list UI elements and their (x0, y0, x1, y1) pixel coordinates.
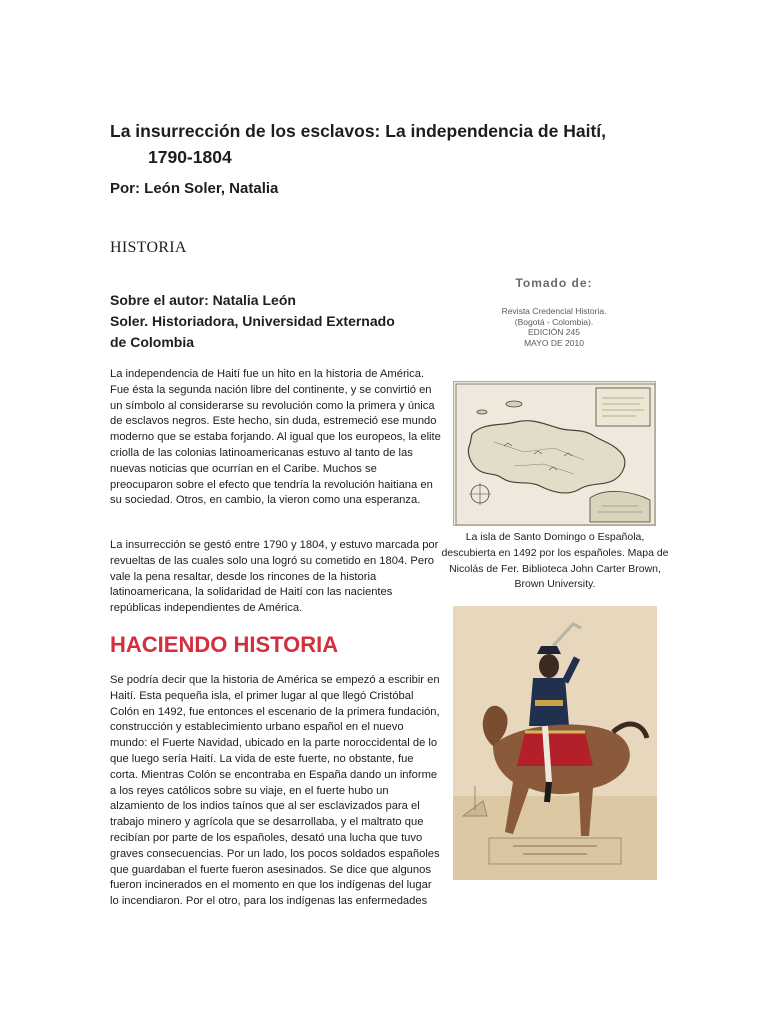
author-line-2: Soler. Historiadora, Universidad Externado (110, 313, 395, 329)
paragraph-2: La insurrección se gestó entre 1790 y 1804, y estuvo marcada por revueltas de las cuales solo una logró su cometido en 1804. Pero vale la pena resaltar, desde los rincones de la historia latinoamericana, la solidaridad de Haití con las nacientes repúblicas independientes de América. (110, 539, 439, 615)
source-citation (453, 306, 655, 348)
source-line-4: MAYO DE 2010 (524, 337, 584, 348)
source-line-1: Revista Credencial Historia. (501, 306, 607, 316)
map-drawing (454, 382, 656, 526)
paragraph-3: Se podría decir que la historia de América se empezó a escribir en Haití. Esta pequeña isla, el primer lugar al que llegó Cristóbal Colón en 1492, fue entonces el escenario de la primera fundación, construcción y establecimiento urbano español en el nuevo mundo: el Fuerte Navidad, ubicado en la parte noroccidental de lo que luego sería Haití. La vida de este fuerte, no obstante, fue corta. Mientras Colón se encontraba en España dando un informe a los reyes católicos sobre su viaje, en el fuerte hubo un alzamiento de los indios taínos que al ser esclavizados para el trabajo minero y agrícola que se desarrollaba, y el maltrato que recibían por parte de los españoles, desató una lucha que tuvo graves consecuencias. Por un lado, los pocos soldados españoles que guardaban el fuerte fueron asesinados. Se dice que algunos fueron incinerados en el momento en que los indígenas del lugar lo incendiaron. Por el otro, para los indígenas las enfermedades (110, 674, 440, 908)
byline: Por: León Soler, Natalia (110, 180, 279, 197)
portrait-drawing (453, 606, 657, 880)
title-line-2: 1790-1804 (148, 147, 232, 167)
source-heading: Tomado de: (515, 276, 593, 290)
hispaniola-map-image (453, 381, 656, 526)
author-info (110, 290, 440, 353)
author-line-3: de Colombia (110, 334, 195, 350)
source-line-3: EDICIÓN 245 (528, 327, 580, 337)
title-line-1: La insurrección de los esclavos: La independencia de Haití, (110, 121, 606, 141)
author-line-1: Sobre el autor: Natalia León (110, 292, 296, 308)
map-caption: La isla de Santo Domingo o Española, descubierta en 1492 por los españoles. Mapa de Nicolás de Fer. Biblioteca John Carter Brown, Brown University. (441, 531, 669, 591)
subheading: HACIENDO HISTORIA (110, 632, 339, 657)
paragraph-1: La independencia de Haití fue un hito en la historia de América. Fue ésta la segunda nación libre del continente, y se convirtió en un símbolo al considerarse su revolución como la primera y única de esclavos negros. Este hecho, sin duda, estremeció ese mundo moderno que se estaba forjando. Al igual que los europeos, la elite criolla de las colonias latinoamericanas estuvo al tanto de las nuevas noticias que ocurrían en el Caribe. Muchos se preocuparon sobre el efecto que tendría la revolución haitiana en su sociedad. Otros, en cambio, la vieron como una esperanza. (110, 368, 441, 507)
section-label: HISTORIA (110, 239, 187, 256)
horseman-portrait-image (453, 606, 657, 880)
source-line-2: (Bogotá - Colombia). (514, 316, 594, 327)
article-title (110, 118, 670, 170)
